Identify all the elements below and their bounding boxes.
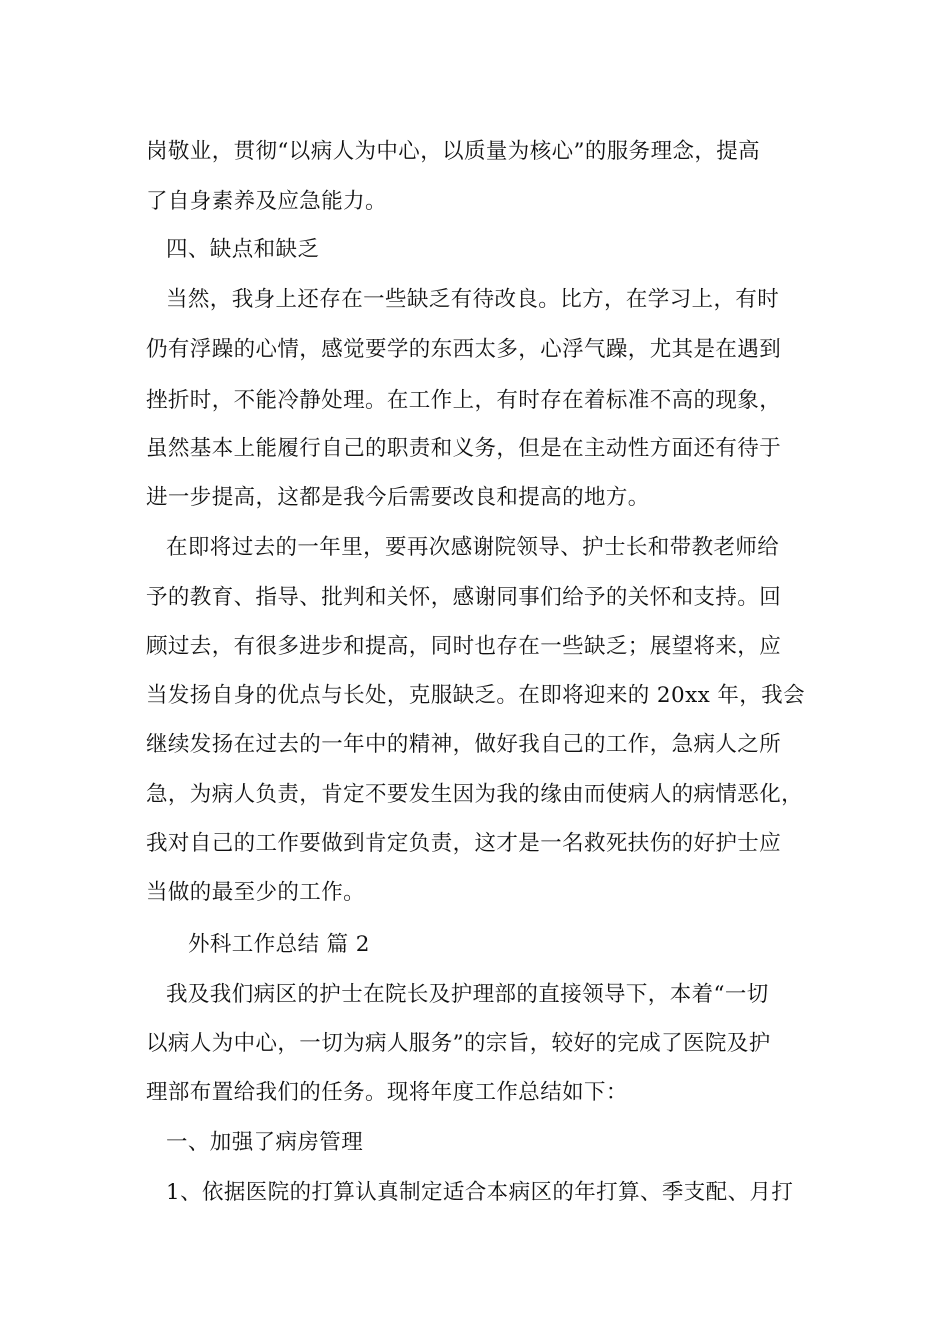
text-line: 我对自己的工作要做到肯定负责，这才是一名救死扶伤的好护士应 [146,831,782,856]
text-line: 当做的最至少的工作。 [146,880,366,905]
text-line: 顾过去，有很多进步和提高，同时也存在一些缺乏；展望将来，应 [146,634,782,659]
section-heading: 一、加强了病房管理 [166,1130,364,1155]
section-heading: 四、缺点和缺乏 [166,237,320,262]
text-line: 进一步提高，这都是我今后需要改良和提高的地方。 [146,485,650,510]
text-line: 岗敬业，贯彻“以病人为中心，以质量为核心”的服务理念，提高 [146,139,761,164]
text-line: 了自身素养及应急能力。 [146,189,387,214]
text-line: 急，为病人负责，肯定不要发生因为我的缘由而使病人的病情恶化， [146,782,804,807]
text-line: 我及我们病区的护士在院长及护理部的直接领导下，本着“一切 [166,982,769,1007]
text-line: 当发扬自身的优点与长处，克服缺乏。在即将迎来的 20xx 年，我会 [146,683,805,708]
text-line: 继续发扬在过去的一年中的精神，做好我自己的工作，急病人之所 [146,732,782,757]
text-line: 挫折时，不能冷静处理。在工作上，有时存在着标准不高的现象， [146,388,782,413]
text-line: 当然，我身上还存在一些缺乏有待改良。比方，在学习上，有时 [166,287,780,312]
text-line: 1、依据医院的打算认真制定适合本病区的年打算、季支配、月打 [166,1180,794,1205]
text-line: 理部布置给我们的任务。现将年度工作总结如下： [146,1080,628,1105]
text-line: 虽然基本上能履行自己的职责和义务，但是在主动性方面还有待于 [146,436,782,461]
text-line: 予的教育、指导、批判和关怀，感谢同事们给予的关怀和支持。回 [146,585,782,610]
text-line: 在即将过去的一年里，要再次感谢院领导、护士长和带教老师给 [166,535,780,560]
text-line: 仍有浮躁的心情，感觉要学的东西太多，心浮气躁，尤其是在遇到 [146,337,782,362]
section-title: 外科工作总结 篇 2 [188,932,370,957]
text-line: 以病人为中心，一切为病人服务”的宗旨，较好的完成了医院及护 [146,1031,771,1056]
